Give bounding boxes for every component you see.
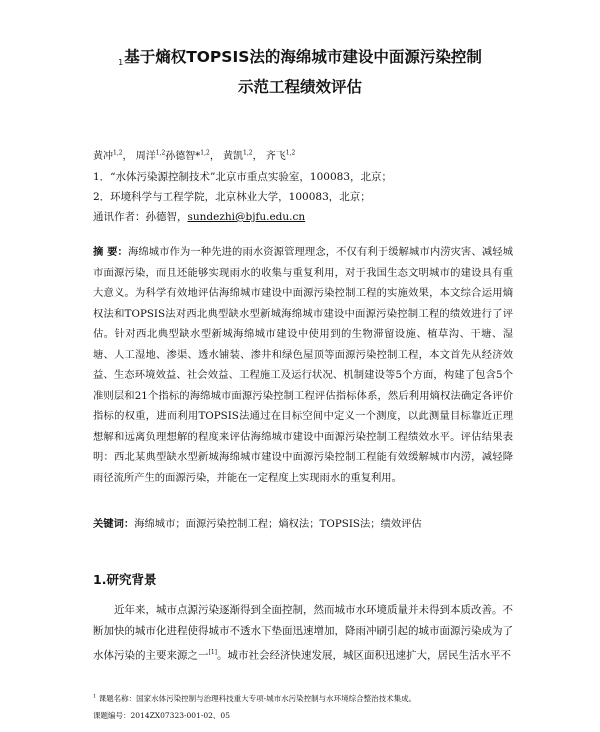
author-name: 黄冲 [93,151,113,162]
abstract-text: 海绵城市作为一种先进的雨水资源管理理念，不仅有利于缓解城市内涝灾害、减轻城市面源污染，而且还能够实现雨水的收集与重复利用，对于我国生态文明城市的建设具有重大意义。为科学有效地评估海绵城市建设中面源污染控制工程的实施效果，本文综合运用熵权法和TOPSIS法对西北典型缺水型新城海绵城市建设中面源污染控制工程的绩效进行了评估。针对西北典型缺水型新城海绵城市建设中使用到的生物滞留设施、植草沟、干塘、湿塘、人工湿地、渗渠、透水铺装、渗井和绿色屋顶等面源污染控制工程，本文首先从经济效益、生态环境效益、社会效益、工程施工及运行状况、机制建设等5个方面，构建了包含5个准则层和21个指标的海绵城市面源污染控制工程评估指标体系，然后利用熵权法确定各评价指标的权重，进而利用TOPSIS法通过在目标空间中定义一个测度，以此测量目标靠近正理想解和远离负理想解的程度来评估海绵城市建设中面源污染控制工程绩效水平。评估结果表明：西北某典型缺水型新城海绵城市建设中面源污染控制工程能有效缓解城市内涝，减轻降雨径流所产生的面源污染，并能在一定程度上实现雨水的重复利用。 [93,246,513,484]
section-body-text-continued: 。城市社会经济快速发展，城区面积迅速扩大，居民生活水平不 [217,649,511,662]
author-list: 黄冲$^{1,2}$， 周洋$^{1,2}$孙德智*$^{1,2}$， 黄凯$^{1,2}$， 齐飞$^{1,2}$ [93,149,296,162]
affiliation-1: 1．“水体污染源控制技术”北京市重点实验室，100083，北京； [93,171,392,183]
corresponding-author-label: 通讯作者：孙德智， [93,211,188,223]
abstract-label: 摘 要： [93,246,128,258]
corresponding-author [93,209,305,224]
footnote-project-name: 课题名称：国家水体污染控制与治理科技重大专项-城市水污染控制与水环境综合整治技术集成。 [98,694,417,703]
author-name: 孙德智* [165,151,201,162]
keywords-text: 海绵城市；面源污染控制工程；熵权法；TOPSIS法；绩效评估 [134,518,422,530]
citation-ref[interactable]: [1] [208,649,217,656]
corresponding-author-email[interactable]: sundezhi@bjfu.edu.cn [187,211,306,223]
keywords-label: 关键词： [93,518,135,530]
title-line-2: 示范工程绩效评估 [237,78,362,96]
section-body [93,600,513,667]
author-name: 黄凯 [223,151,244,162]
title-footnote-marker: 1 [118,58,124,67]
author-affiliation-sup: 1,2 [243,149,253,157]
footnote-1 [93,693,416,704]
footnote-project-number: 课题编号：2014ZX07323-001-02、05 [93,711,230,720]
author-affiliation-sup: 1,2 [113,149,123,157]
title-line-1 [70,42,530,72]
section-heading: 1.研究背景 [93,572,157,587]
author-affiliation-sup: 1,2 [285,149,296,157]
affiliation-2: 2．环境科学与工程学院，北京林业大学，100083，北京； [93,191,371,203]
author-name: 周洋 [135,151,156,162]
footnote-marker: 1 [93,693,97,700]
author-name: 齐飞 [265,151,286,162]
author-affiliation-sup: 1,2 [200,149,210,157]
title-line-1-text: 基于熵权TOPSIS法的海绵城市建设中面源污染控制 [124,48,482,66]
section-body-text: 近年来，城市点源污染逐渐得到全面控制，然而城市水环境质量并未得到本质改善。不断加快的城市化进程使得城市不透水下垫面迅速增加，降雨冲刷引起的城市面源污染成为了水体污染的主要来源之一 [93,604,513,662]
abstract [93,242,513,488]
keywords [93,515,422,530]
author-affiliation-sup: 1,2 [155,149,166,157]
paper-title [70,42,530,102]
